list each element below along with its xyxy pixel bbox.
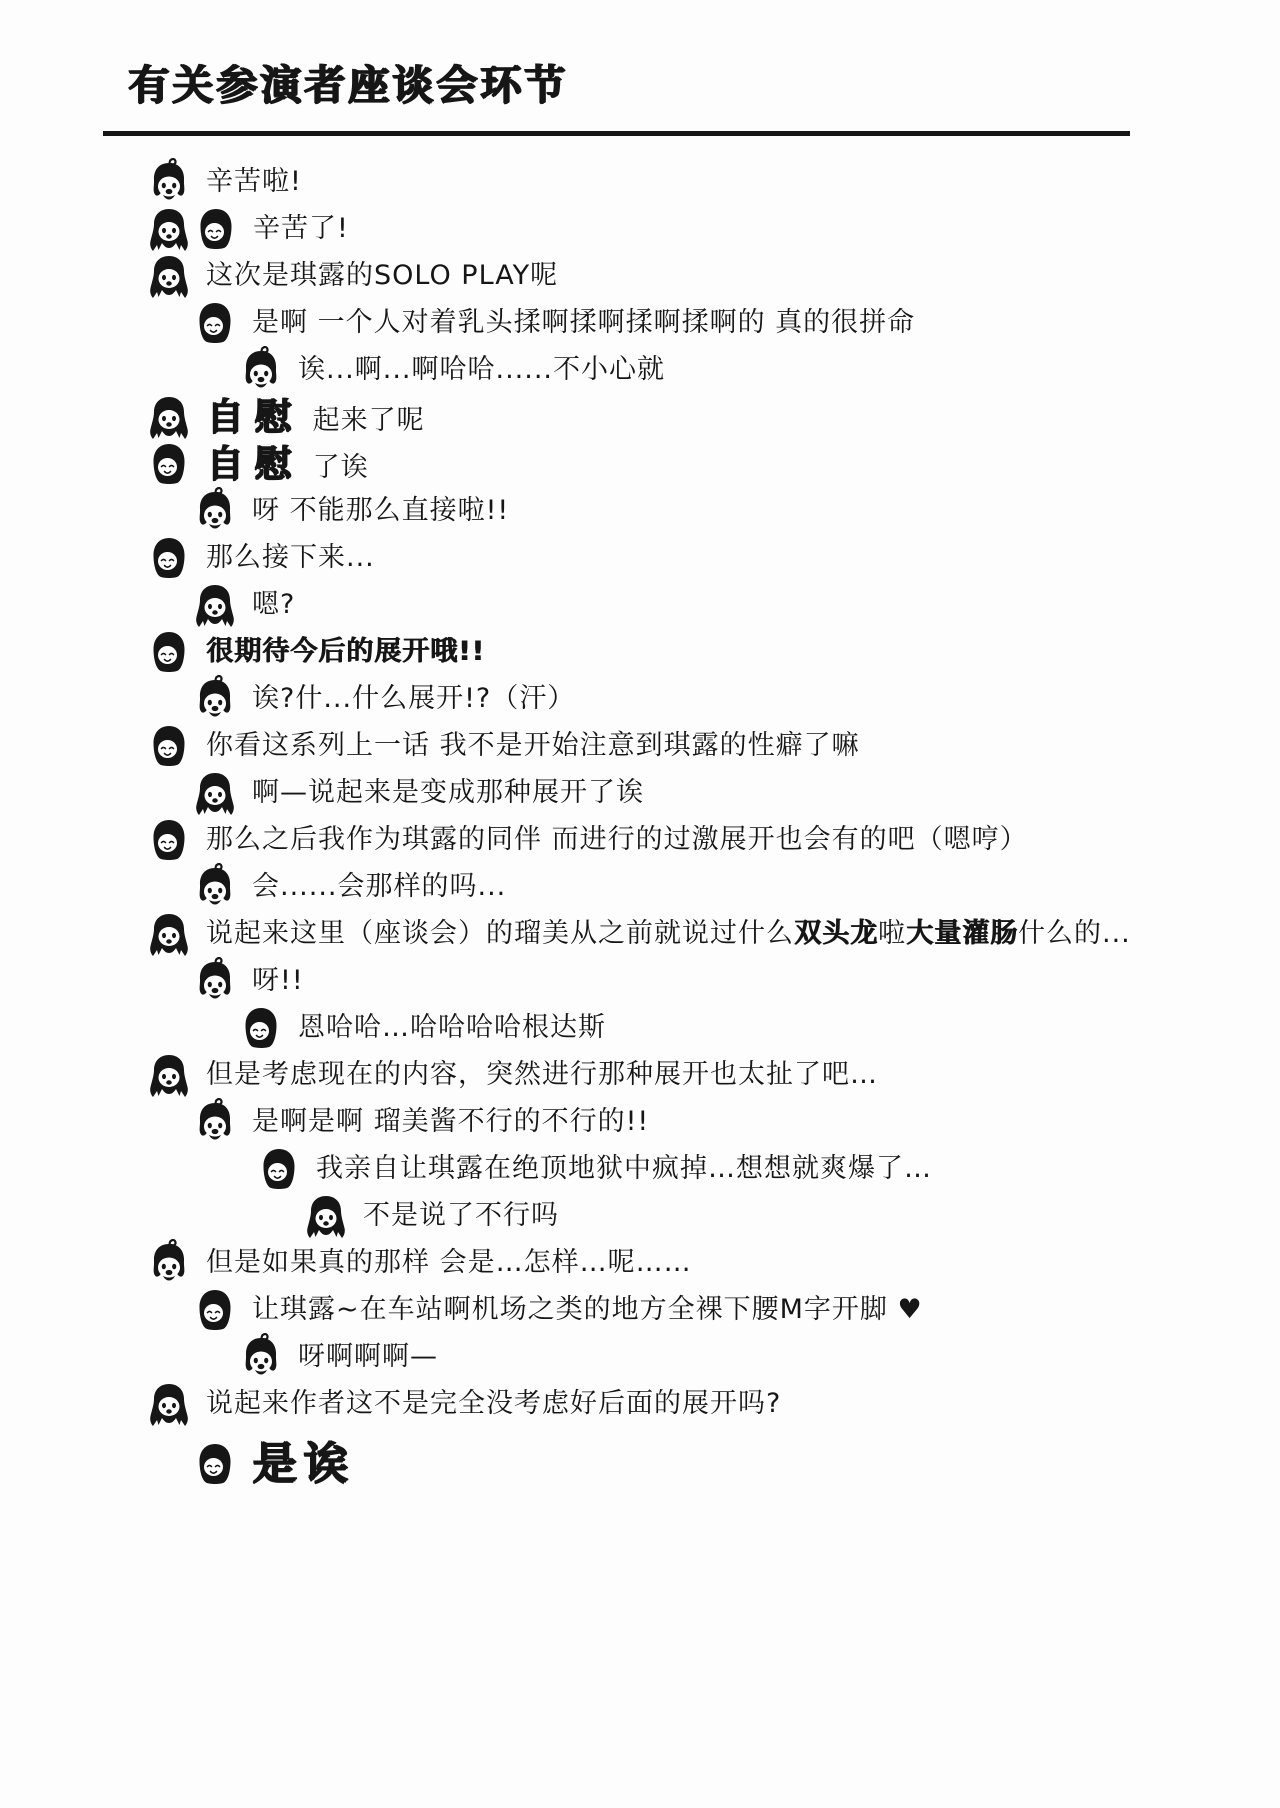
dialogue-text bbox=[298, 1014, 606, 1041]
ahoge-girl-face-icon bbox=[148, 1239, 190, 1287]
dialogue-line bbox=[148, 534, 1280, 581]
dialogue-line bbox=[148, 628, 1280, 675]
dialogue-line bbox=[240, 1333, 1280, 1380]
dialogue-text bbox=[252, 1296, 923, 1323]
text-segment: 嗯? bbox=[252, 589, 296, 620]
dialogue-text bbox=[206, 442, 369, 485]
dialogue-text bbox=[253, 215, 349, 242]
dialogue-text bbox=[206, 732, 860, 759]
dialogue-line bbox=[258, 1145, 1280, 1192]
dialogue-text bbox=[252, 779, 644, 806]
text-segment: 辛苦啦! bbox=[206, 166, 302, 197]
dialogue-text bbox=[206, 168, 302, 195]
longhair-girl-face-icon bbox=[148, 1380, 190, 1428]
bob-girl-face-icon bbox=[148, 628, 190, 676]
longhair-girl-face-icon bbox=[148, 1051, 190, 1099]
text-segment: 了诶 bbox=[303, 452, 369, 483]
dialogue-line bbox=[240, 346, 1280, 393]
dialogue-list bbox=[0, 158, 1280, 1495]
dialogue-text bbox=[252, 309, 915, 336]
text-segment: 这次是琪露的SOLO PLAY呢 bbox=[206, 260, 559, 291]
dialogue-line bbox=[148, 158, 1280, 205]
dialogue-line bbox=[305, 1192, 1280, 1239]
ahoge-girl-face-icon bbox=[194, 1098, 236, 1146]
text-segment: 是啊是啊 瑠美酱不行的不行的!! bbox=[252, 1106, 650, 1137]
emphasis-text-segment: 很期待今后的展开哦!! bbox=[206, 636, 485, 667]
text-segment: 诶?什...什么展开!?（汗） bbox=[252, 683, 576, 714]
bob-girl-face-icon bbox=[148, 816, 190, 864]
dialogue-line bbox=[194, 1098, 1280, 1145]
text-segment: 啊—说起来是变成那种展开了诶 bbox=[252, 777, 644, 808]
text-segment: 是啊 一个人对着乳头揉啊揉啊揉啊揉啊的 真的很拼命 bbox=[252, 307, 916, 338]
dialogue-text bbox=[206, 638, 485, 665]
longhair-girl-face-icon bbox=[148, 205, 190, 253]
text-segment: 起来了呢 bbox=[303, 405, 425, 436]
text-segment: 说起来这里（座谈会）的瑠美从之前就说过什么 bbox=[206, 918, 794, 949]
dialogue-line bbox=[240, 1004, 1280, 1051]
emphasis-text-segment: 大量灌肠 bbox=[906, 918, 1018, 949]
dialogue-text bbox=[252, 591, 295, 618]
dialogue-text bbox=[252, 967, 304, 994]
bob-girl-face-icon bbox=[194, 1440, 236, 1488]
text-segment: 你看这系列上一话 我不是开始注意到琪露的性癖了嘛 bbox=[206, 730, 860, 761]
dialogue-text bbox=[206, 826, 1028, 853]
dialogue-text bbox=[316, 1155, 932, 1182]
text-segment: 辛苦了! bbox=[253, 213, 349, 244]
dialogue-text bbox=[252, 873, 506, 900]
text-segment: 说起来作者这不是完全没考虑好后面的展开吗? bbox=[206, 1388, 782, 1419]
dialogue-text bbox=[206, 262, 558, 289]
dialogue-line bbox=[194, 957, 1280, 1004]
bob-girl-face-icon bbox=[258, 1145, 300, 1193]
dialogue-line bbox=[194, 675, 1280, 722]
dialogue-text bbox=[252, 685, 575, 712]
dialogue-line bbox=[194, 299, 1280, 346]
page-title: 有关参演者座谈会环节 bbox=[128, 61, 568, 109]
ahoge-girl-face-icon bbox=[240, 346, 282, 394]
dialogue-line bbox=[148, 1051, 1280, 1098]
dialogue-line bbox=[148, 910, 1280, 957]
dialogue-text bbox=[206, 1061, 878, 1088]
emphasis-text-segment: 双头龙 bbox=[794, 918, 878, 949]
ahoge-girl-face-icon bbox=[194, 675, 236, 723]
text-segment: 我亲自让琪露在绝顶地狱中疯掉…想想就爽爆了… bbox=[316, 1153, 932, 1184]
title-underline bbox=[103, 131, 1130, 136]
dialogue-text bbox=[252, 1438, 354, 1489]
emphasis-text-segment: 是诶 bbox=[252, 1438, 354, 1489]
ahoge-girl-face-icon bbox=[240, 1333, 282, 1381]
bob-girl-face-icon bbox=[148, 722, 190, 770]
dialogue-text bbox=[298, 1343, 438, 1370]
dialogue-line bbox=[148, 722, 1280, 769]
text-segment: 呀!! bbox=[252, 965, 304, 996]
longhair-girl-face-icon bbox=[148, 393, 190, 441]
dialogue-line bbox=[148, 816, 1280, 863]
bob-girl-face-icon bbox=[148, 534, 190, 582]
text-segment: 啦 bbox=[878, 918, 906, 949]
dialogue-line bbox=[148, 440, 1280, 487]
dialogue-text bbox=[206, 920, 1131, 947]
dialogue-line bbox=[148, 393, 1280, 440]
bob-girl-face-icon bbox=[194, 1286, 236, 1334]
text-segment: 恩哈哈…哈哈哈哈根达斯 bbox=[298, 1012, 606, 1043]
bob-girl-face-icon bbox=[195, 205, 237, 253]
bob-girl-face-icon bbox=[148, 440, 190, 488]
text-segment: 什么的... bbox=[1018, 918, 1131, 949]
dialogue-line bbox=[148, 205, 1280, 252]
longhair-girl-face-icon bbox=[148, 252, 190, 300]
dialogue-line bbox=[194, 769, 1280, 816]
ahoge-girl-face-icon bbox=[194, 863, 236, 911]
dialogue-line bbox=[194, 487, 1280, 534]
dialogue-text bbox=[206, 395, 425, 438]
text-segment: 但是考虑现在的内容，突然进行那种展开也太扯了吧… bbox=[206, 1059, 878, 1090]
dialogue-text bbox=[298, 356, 665, 383]
emphasis-text-segment: 自慰 bbox=[206, 442, 302, 485]
longhair-girl-face-icon bbox=[305, 1192, 347, 1240]
longhair-girl-face-icon bbox=[148, 910, 190, 958]
dialogue-line bbox=[194, 1433, 1280, 1495]
dialogue-line bbox=[148, 1239, 1280, 1286]
text-segment: 诶...啊...啊哈哈......不小心就 bbox=[298, 354, 665, 385]
dialogue-line bbox=[194, 581, 1280, 628]
text-segment: 那么接下来... bbox=[206, 542, 375, 573]
dialogue-text bbox=[252, 497, 509, 524]
dialogue-line bbox=[194, 863, 1280, 910]
dialogue-text bbox=[363, 1202, 559, 1229]
dialogue-text bbox=[206, 1390, 781, 1417]
dialogue-line bbox=[148, 252, 1280, 299]
ahoge-girl-face-icon bbox=[194, 487, 236, 535]
dialogue-text bbox=[206, 1249, 692, 1276]
text-segment: 那么之后我作为琪露的同伴 而进行的过激展开也会有的吧（嗯哼） bbox=[206, 824, 1028, 855]
ahoge-girl-face-icon bbox=[148, 158, 190, 206]
longhair-girl-face-icon bbox=[194, 581, 236, 629]
ahoge-girl-face-icon bbox=[194, 957, 236, 1005]
emphasis-text-segment: 自慰 bbox=[206, 395, 302, 438]
dialogue-line bbox=[148, 1380, 1280, 1427]
dialogue-text bbox=[252, 1108, 649, 1135]
text-segment: 但是如果真的那样 会是…怎样…呢…… bbox=[206, 1247, 692, 1278]
longhair-girl-face-icon bbox=[194, 769, 236, 817]
text-segment: 不是说了不行吗 bbox=[363, 1200, 559, 1231]
text-segment: 呀 不能那么直接啦!! bbox=[252, 495, 510, 526]
dialogue-text bbox=[206, 544, 375, 571]
bob-girl-face-icon bbox=[194, 299, 236, 347]
bob-girl-face-icon bbox=[240, 1004, 282, 1052]
dialogue-line bbox=[194, 1286, 1280, 1333]
text-segment: 呀啊啊啊— bbox=[298, 1341, 438, 1372]
text-segment: 让琪露~在车站啊机场之类的地方全裸下腰M字开脚 ♥ bbox=[252, 1294, 923, 1325]
text-segment: 会......会那样的吗... bbox=[252, 871, 507, 902]
